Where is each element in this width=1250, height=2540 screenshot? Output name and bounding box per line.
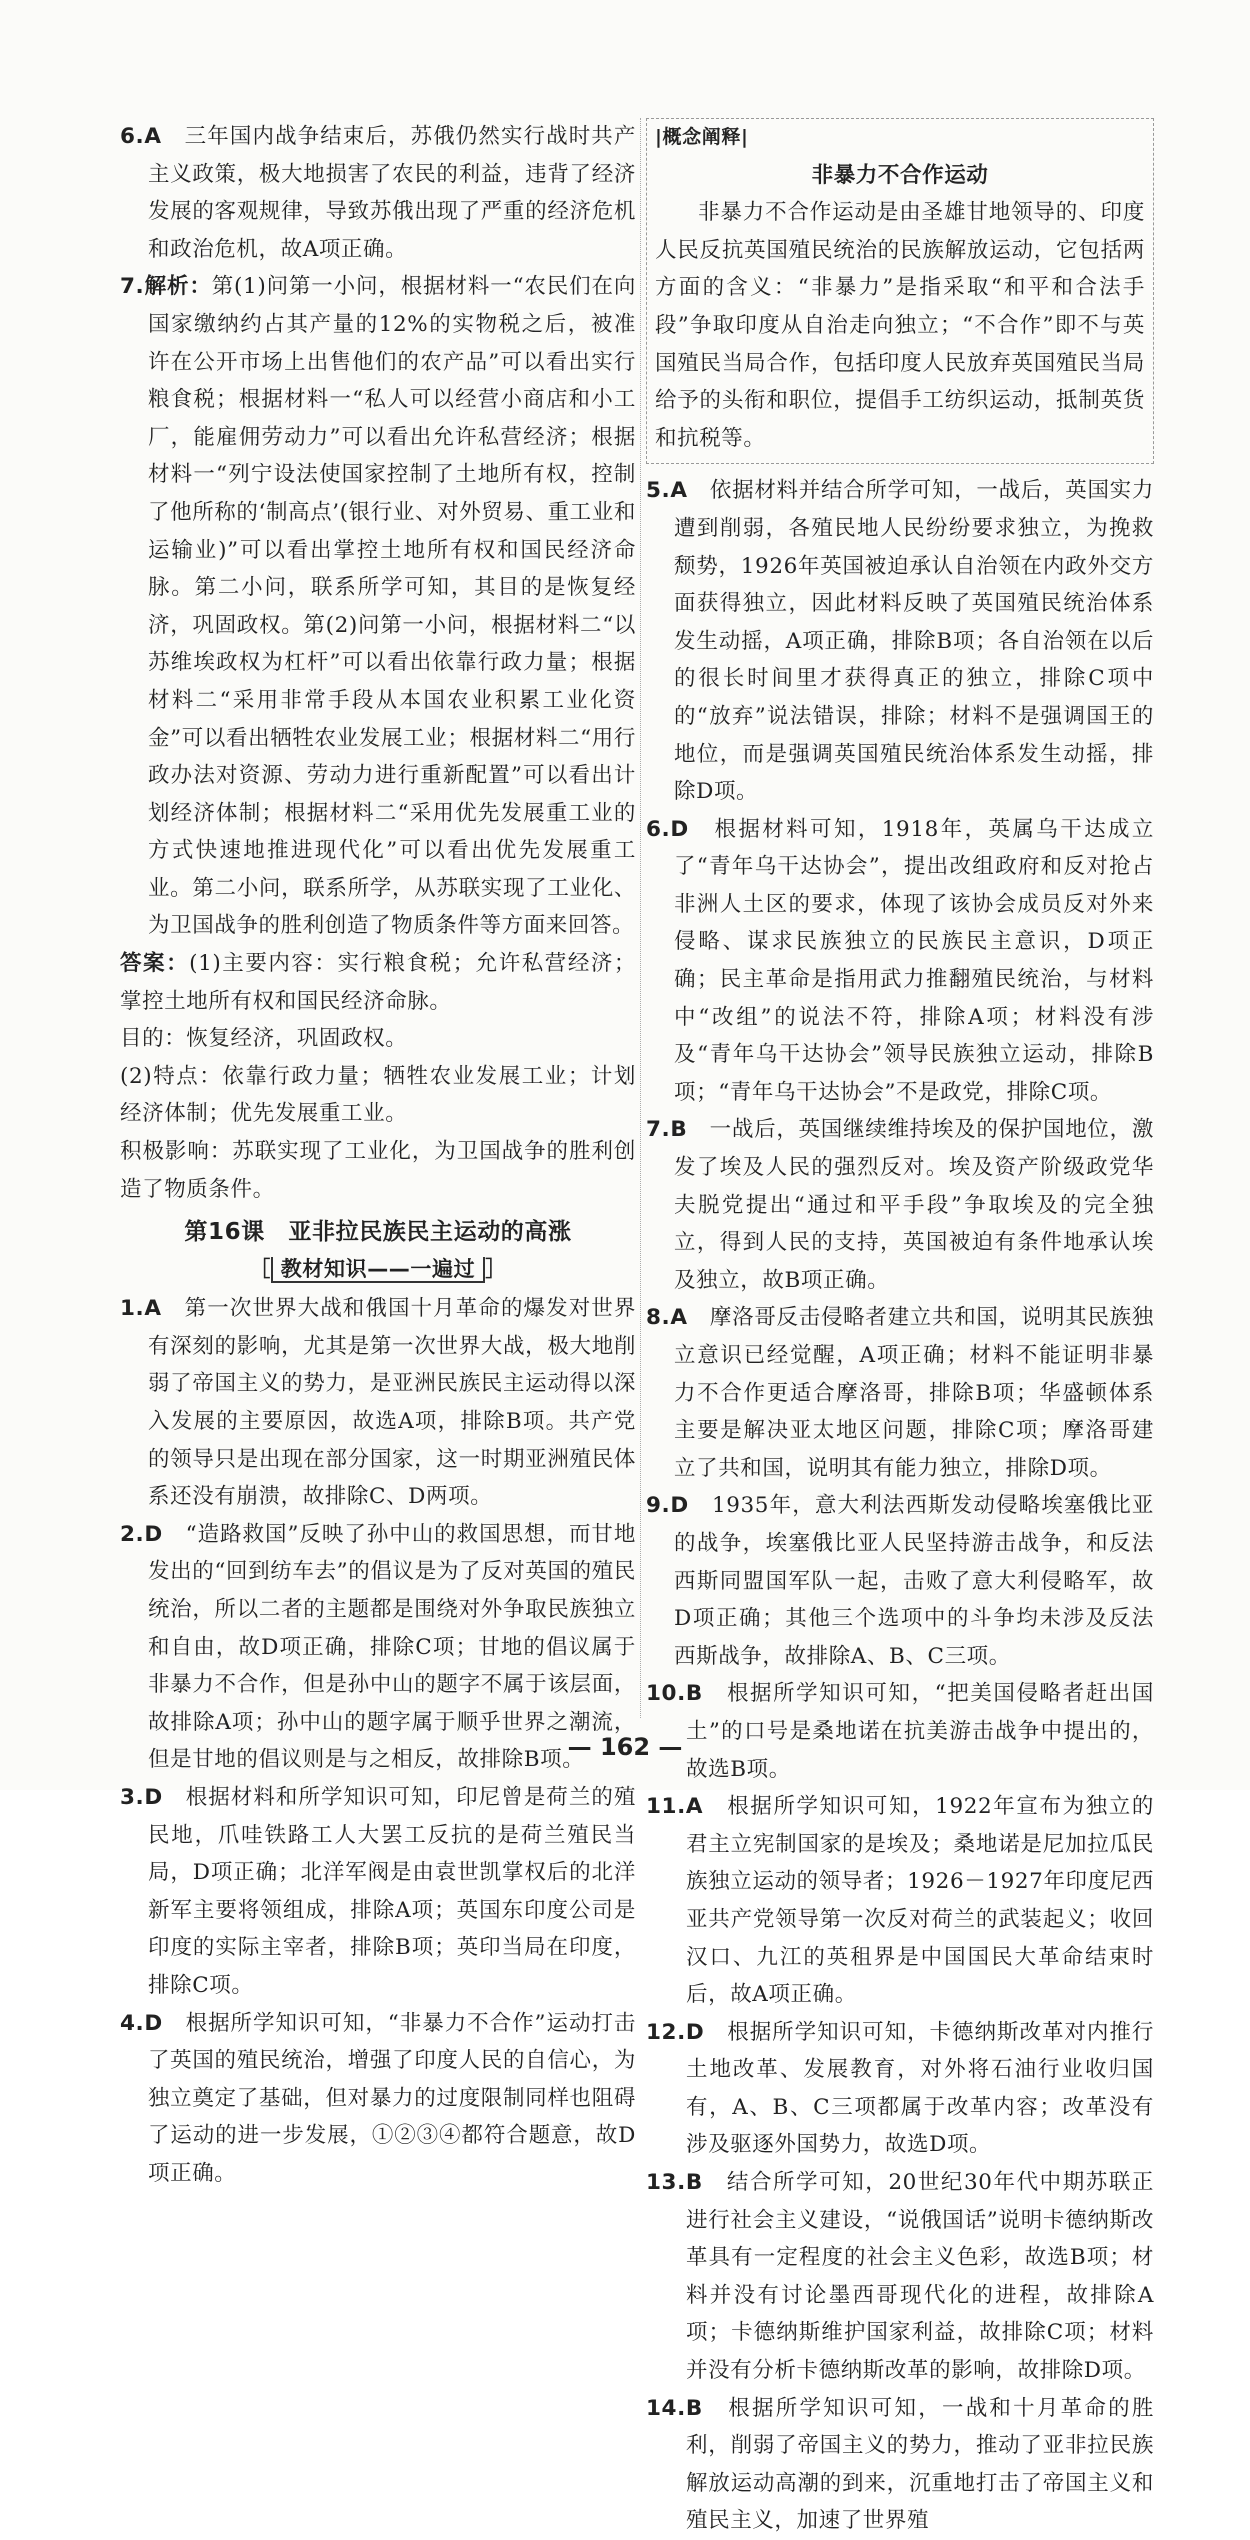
answer-item: 10.B 根据所学知识可知，“把美国侵略者赶出国土”的口号是桑地诺在抗美游击战争中提出的，故选B项。 xyxy=(646,1681,1154,1782)
answer-item: 2.D “造路救国”反映了孙中山的救国思想，而甘地发出的“回到纺车去”的倡议是为了反对英国的殖民统治，所以二者的主题都是围绕对外争取民族独立和自由，故D项正确，排除C项；甘地的倡议属于非暴力不合作，但是孙中山的题字不属于该层面，故排除A项；孙中山的题字属于顺乎世界之潮流，但是甘地的倡议则是与之相反，故排除B项。 xyxy=(120,1521,636,1773)
answer-block: 答案：(1)主要内容：实行粮食税；允许私营经济；掌控土地所有权和国民经济命脉。 目的：恢复经济，巩固政权。 (2)特点：依靠行政力量；牺牲农业发展工业；计划经济体制；优先发展重工业。 积极影响：苏联实现了工业化，为卫国战争的胜利创造了物质条件。 xyxy=(120,951,636,1202)
answer-item: 7.B 一战后，英国继续维持埃及的保护国地位，激发了埃及人民的强烈反对。埃及资产阶级政党华夫脱党提出“通过和平手段”争取埃及的完全独立，得到人民的支持，英国被迫有条件地承认埃及独立，故B项正确。 xyxy=(646,1117,1154,1293)
column-divider xyxy=(640,118,641,1718)
answer-item: 8.A 摩洛哥反击侵略者建立共和国，说明其民族独立意识已经觉醒，A项正确；材料不能证明非暴力不合作更适合摩洛哥，排除B项；华盛顿体系主要是解决亚太地区问题，排除C项；摩洛哥建立了共和国，说明其有能力独立，排除D项。 xyxy=(646,1305,1154,1481)
concept-tag: |概念阐释| xyxy=(655,126,749,148)
answer-item: 13.B 结合所学可知，20世纪30年代中期苏联正进行社会主义建设，“说俄国话”说明卡德纳斯改革具有一定程度的社会主义色彩，故选B项；材料并没有讨论墨西哥现代化的进程，故排除A项；卡德纳斯维护国家利益，故排除C项；材料并没有分析卡德纳斯改革的影响，故排除D项。 xyxy=(646,2170,1154,2384)
answer-item: 6.A 三年国内战争结束后，苏俄仍然实行战时共产主义政策，极大地损害了农民的利益，违背了经济发展的客观规律，导致苏俄出现了严重的经济危机和政治危机，故A项正确。 xyxy=(120,124,636,262)
answer-item: 7.解析：第(1)问第一小问，根据材料一“农民们在向国家缴纳约占其产量的12%的实物税之后，被准许在公开市场上出售他们的农产品”可以看出实行粮食税；根据材料一“私人可以经营小商店和小工厂，能雇佣劳动力”可以看出允许私营经济；根据材料一“列宁设法使国家控制了土地所有权，控制了他所称的‘制高点’(银行业、对外贸易、重工业和运输业)”可以看出掌控土地所有权和国民经济命脉。第二小问，联系所学可知，其目的是恢复经济，巩固政权。第(2)问第一小问，根据材料二“以苏维埃政权为杠杆”可以看出依靠行政力量；根据材料二“采用非常手段从本国农业积累工业化资金”可以看出牺牲农业发展工业；根据材料二“用行政办法对资源、劳动力进行重新配置”可以看出计划经济体制；根据材料二“采用优先发展重工业的方式快速地推进现代化”可以看出优先发展重工业。第二小问，联系所学，从苏联实现了工业化、为卫国战争的胜利创造了物质条件等方面来回答。 xyxy=(120,274,636,939)
section-heading: ［ 教材知识——一遍过 ］ xyxy=(249,1257,507,1282)
concept-box xyxy=(646,118,1154,464)
answer-item: 4.D 根据所学知识可知，“非暴力不合作”运动打击了英国的殖民统治，增强了印度人民的自信心，为独立奠定了基础，但对暴力的过度限制同样也阻碍了运动的进一步发展，①②③④都符合题意，故D项正确。 xyxy=(120,2010,636,2186)
answer-item: 5.A 依据材料并结合所学可知，一战后，英国实力遭到削弱，各殖民地人民纷纷要求独立，为挽救颓势，1926年英国被迫承认自治领在内政外交方面获得独立，因此材料反映了英国殖民统治体系发生动摇，A项正确，排除B项；各自治领在以后的很长时间里才获得真正的独立，排除C项中的“放弃”说法错误，排除；材料不是强调国王的地位，而是强调英国殖民统治体系发生动摇，排除D项。 xyxy=(646,478,1154,805)
answer-item: 14.B 根据所学知识可知，一战和十月革命的胜利，削弱了帝国主义的势力，推动了亚非拉民族解放运动高潮的到来，沉重地打击了帝国主义和殖民主义，加速了世界殖 xyxy=(646,2395,1154,2534)
answer-item: 3.D 根据材料和所学知识可知，印尼曾是荷兰的殖民地，爪哇铁路工人大罢工反抗的是荷兰殖民当局，D项正确；北洋军阀是由袁世凯掌权后的北洋新军主要将领组成，排除A项；英国东印度公司是印度的实际主宰者，排除B项；英印当局在印度，排除C项。 xyxy=(120,1784,636,1998)
right-column xyxy=(646,118,1154,2540)
concept-body: 非暴力不合作运动是由圣雄甘地领导的、印度人民反抗英国殖民统治的民族解放运动，它包括两方面的含义：“非暴力”是指采取“和平和合法手段”争取印度从自治走向独立；“不合作”即不与英国殖民当局合作，包括印度人民放弃英国殖民当局给予的头衔和职位，提倡手工纺织运动，抵制英货和抗税等。 xyxy=(655,200,1145,451)
answer-item: 1.A 第一次世界大战和俄国十月革命的爆发对世界有深刻的影响，尤其是第一次世界大战，极大地削弱了帝国主义的势力，是亚洲民族民主运动得以深入发展的主要原因，故选A项，排除B项。共产党的领导只是出现在部分国家，这一时期亚洲殖民体系还没有崩溃，故排除C、D两项。 xyxy=(120,1296,636,1510)
answer-item: 9.D 1935年，意大利法西斯发动侵略埃塞俄比亚的战争，埃塞俄比亚人民坚持游击战争，和反法西斯同盟国军队一起，击败了意大利侵略军，故D项正确；其他三个选项中的斗争均未涉及反法西斯战争，故排除A、B、C三项。 xyxy=(646,1493,1154,1669)
lesson-title: 第16课 亚非拉民族民主运动的高涨 xyxy=(184,1219,572,1246)
concept-title: 非暴力不合作运动 xyxy=(811,162,989,188)
page-number: — 162 — xyxy=(567,1733,683,1761)
answer-item: 6.D 根据材料可知，1918年，英属乌干达成立了“青年乌干达协会”，提出改组政府和反对抢占非洲人土区的要求，体现了该协会成员反对外来侵略、谋求民族独立的民族民主意识，D项正确；民主革命是指用武力推翻殖民统治，与材料中“改组”的说法不符，排除A项；材料没有涉及“青年乌干达协会”领导民族独立运动，排除B项；“青年乌干达协会”不是政党，排除C项。 xyxy=(646,816,1154,1105)
left-column xyxy=(120,118,636,2192)
answer-item: 11.A 根据所学知识可知，1922年宣布为独立的君主立宪制国家的是埃及；桑地诺是尼加拉瓜民族独立运动的领导者；1926－1927年印度尼西亚共产党领导第一次反对荷兰的武装起义；收回汉口、九江的英租界是中国国民大革命结束时后，故A项正确。 xyxy=(646,1794,1154,2008)
answer-item: 12.D 根据所学知识可知，卡德纳斯改革对内推行土地改革、发展教育，对外将石油行业收归国有，A、B、C三项都属于改革内容；改革没有涉及驱逐外国势力，故选D项。 xyxy=(646,2019,1154,2158)
